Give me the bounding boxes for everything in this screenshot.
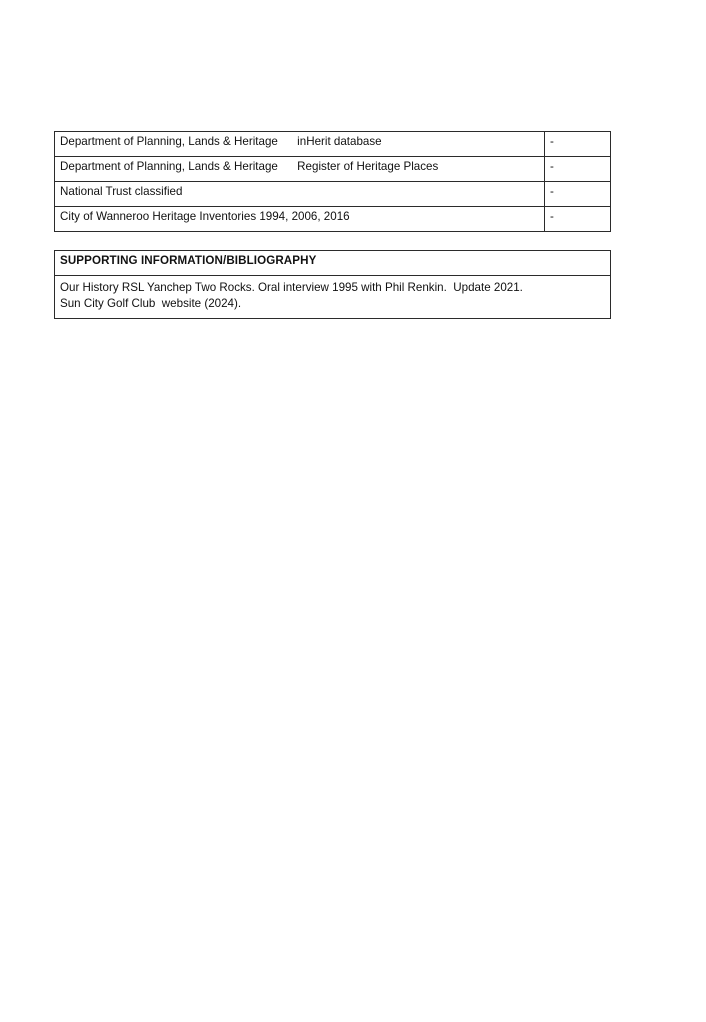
- heritage-authority-label: National Trust classified: [60, 185, 183, 198]
- table-row: [55, 157, 611, 182]
- table-row: [55, 182, 611, 207]
- heritage-listing-label: inHerit database: [297, 135, 382, 148]
- heritage-listing-label: Register of Heritage Places: [297, 160, 439, 173]
- heritage-authority-label: City of Wanneroo Heritage Inventories 1994, 2006, 2016: [60, 210, 350, 223]
- heritage-authority-label: Department of Planning, Lands & Heritage: [60, 160, 278, 173]
- heritage-status-cell: -: [545, 207, 611, 232]
- table-row: [55, 207, 611, 232]
- bibliography-entry: Sun City Golf Club website (2024).: [60, 297, 242, 311]
- bibliography-entry: Our History RSL Yanchep Two Rocks. Oral interview 1995 with Phil Renkin. Update 2021.: [60, 281, 523, 294]
- supporting-information-heading: SUPPORTING INFORMATION/BIBLIOGRAPHY: [55, 251, 611, 276]
- table-row: [55, 251, 611, 276]
- heritage-status-cell: -: [545, 157, 611, 182]
- table-row: [55, 276, 611, 319]
- supporting-information-table: [54, 250, 611, 319]
- heritage-status-cell: -: [545, 132, 611, 157]
- heritage-listings-table: [54, 131, 611, 232]
- heritage-status-cell: -: [545, 182, 611, 207]
- heritage-source-cell: [55, 207, 545, 232]
- heritage-cell-gap: [278, 135, 297, 148]
- heritage-source-cell: [55, 157, 545, 182]
- heritage-source-cell: [55, 132, 545, 157]
- table-row: [55, 132, 611, 157]
- heritage-cell-gap: [278, 160, 297, 173]
- heritage-source-cell: [55, 182, 545, 207]
- heritage-authority-label: Department of Planning, Lands & Heritage: [60, 135, 278, 148]
- bibliography-cell: [55, 276, 611, 319]
